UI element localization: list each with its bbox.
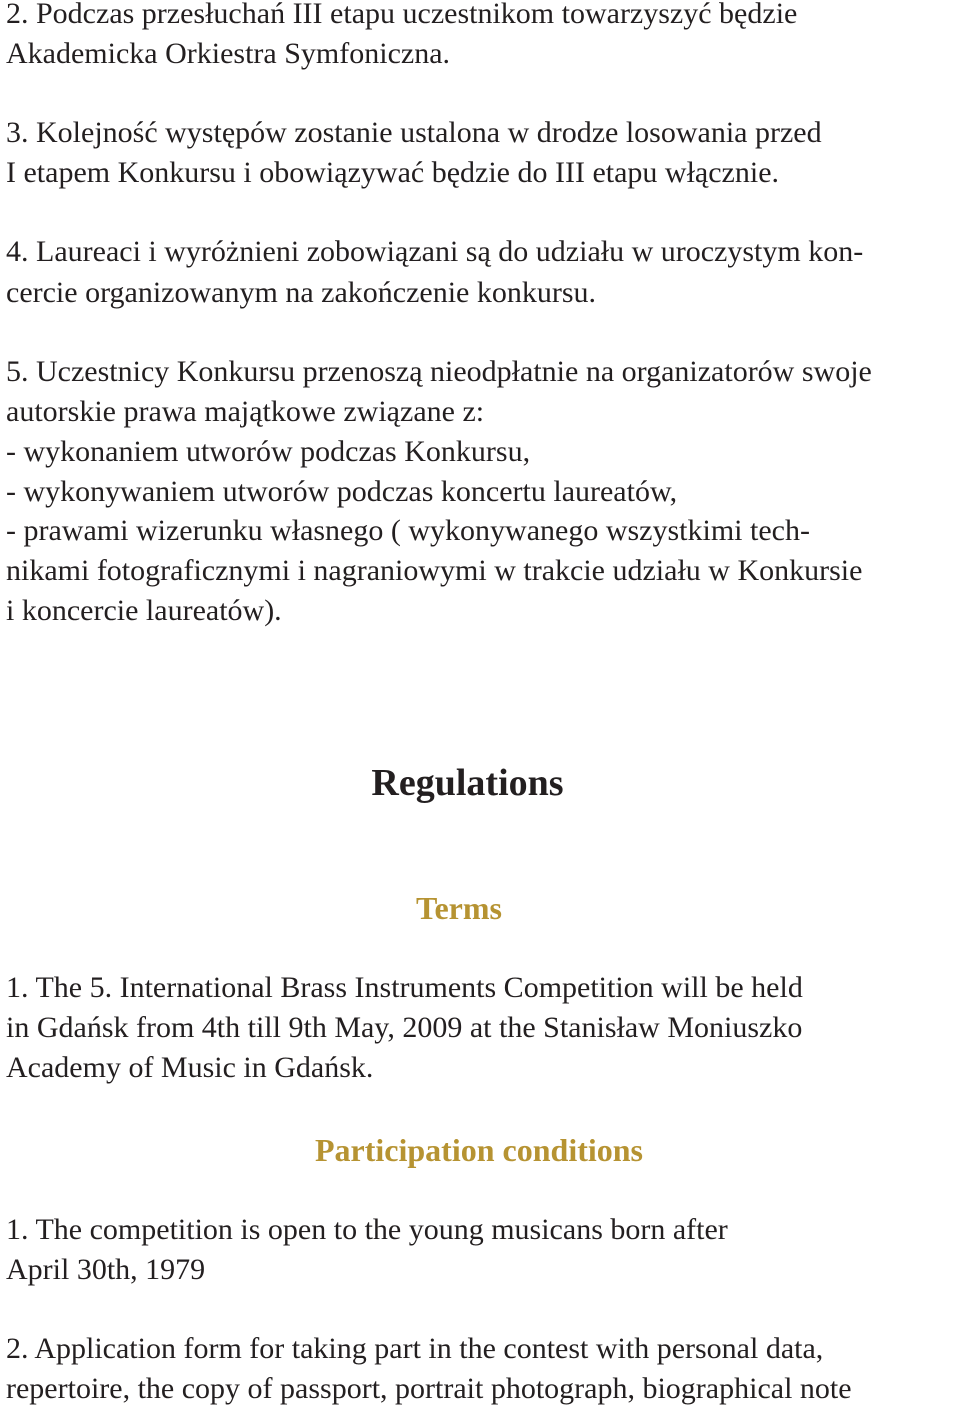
participation-item-1-line-2: April 30th, 1979: [6, 1253, 206, 1286]
pl-item-5-line-3: - wykonaniem utworów podczas Konkursu,: [6, 435, 531, 468]
participation-item-2-line-2: repertoire, the copy of passport, portrait photograph, biographical note: [6, 1372, 852, 1405]
terms-heading: Terms: [416, 890, 502, 926]
terms-item-1-line-1: 1. The 5. International Brass Instruments Competition will be held: [6, 971, 803, 1004]
pl-item-2-line-2: Akademicka Orkiestra Symfoniczna.: [6, 37, 451, 70]
pl-item-4-line-2: cercie organizowanym na zakończenie konkursu.: [6, 276, 597, 309]
pl-item-2-line-1: 2. Podczas przesłuchań III etapu uczestnikom towarzyszyć będzie: [6, 0, 798, 30]
pl-item-5-line-5: - prawami wizerunku własnego ( wykonywanego wszystkimi tech-: [6, 514, 810, 547]
regulations-heading: Regulations: [371, 762, 564, 804]
terms-item-1-line-3: Academy of Music in Gdańsk.: [6, 1051, 374, 1084]
pl-item-5-line-1: 5. Uczestnicy Konkursu przenoszą nieodpłatnie na organizatorów swoje: [6, 355, 872, 388]
participation-heading: Participation conditions: [314, 1132, 643, 1168]
terms-item-1-line-2: in Gdańsk from 4th till 9th May, 2009 at the Stanisław Moniuszko: [6, 1011, 803, 1044]
pl-item-5-line-2: autorskie prawa majątkowe związane z:: [6, 395, 485, 428]
pl-item-5-line-4: - wykonywaniem utworów podczas koncertu laureatów,: [6, 475, 678, 508]
pl-item-5-line-6: nikami fotograficznymi i nagraniowymi w trakcie udziału w Konkursie: [6, 554, 863, 587]
participation-item-2-line-1: 2. Application form for taking part in the contest with personal data,: [6, 1332, 824, 1365]
participation-item-1-line-1: 1. The competition is open to the young musicans born after: [6, 1213, 728, 1246]
pl-item-3-line-2: I etapem Konkursu i obowiązywać będzie do III etapu włącznie.: [6, 156, 780, 189]
pl-item-5-line-7: i koncercie laureatów).: [6, 594, 282, 627]
pl-item-4-line-1: 4. Laureaci i wyróżnieni zobowiązani są do udziału w uroczystym kon-: [6, 235, 864, 268]
pl-item-3-line-1: 3. Kolejność występów zostanie ustalona w drodze losowania przed: [6, 116, 822, 149]
